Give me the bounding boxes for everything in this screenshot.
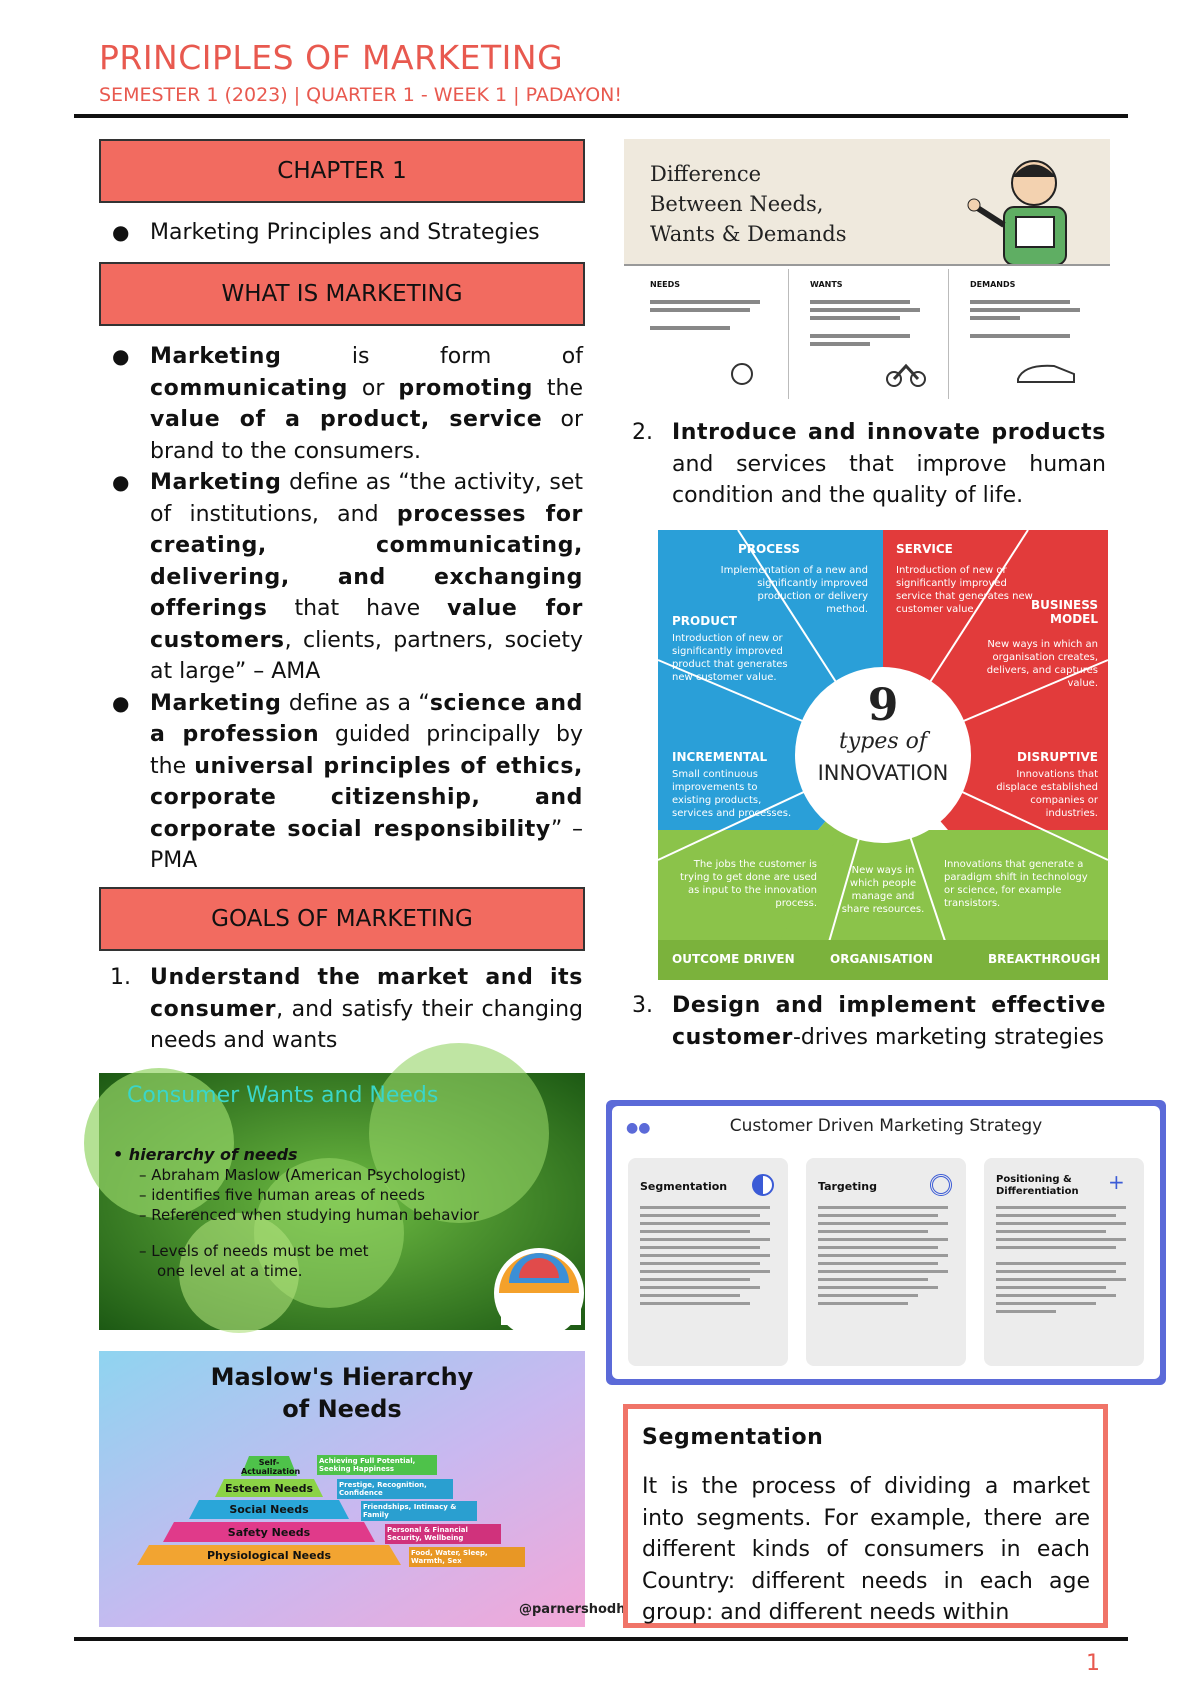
doc-title: PRINCIPLES OF MARKETING <box>99 38 564 77</box>
footer-rule <box>74 1637 1128 1641</box>
marketing-definitions <box>112 341 584 877</box>
segmentation-text: It is the process of dividing a market into segments. For example, there are different kinds of consumers in each Country: different needs in each age group: and different needs within <box>642 1474 1090 1625</box>
goal-1 <box>110 962 583 1057</box>
strategy-card-title: Positioning & Differentiation <box>996 1174 1079 1197</box>
definition-item: ● Marketing is form of communicating or promoting the value of a product, service or brand to the consumers. <box>150 341 583 467</box>
strategy-image <box>606 1100 1166 1385</box>
needs-heading: NEEDS <box>650 280 681 289</box>
maslow-note: Achieving Full Potential, Seeking Happiness <box>319 1457 416 1473</box>
maslow-title <box>99 1361 585 1425</box>
maslow-note: Friendships, Intimacy & Family <box>363 1503 457 1519</box>
goals-box: GOALS OF MARKETING <box>99 887 585 951</box>
maslow-note: Food, Water, Sleep, Warmth, Sex <box>411 1549 488 1565</box>
needs-wants-title-line: Wants & Demands <box>650 222 847 246</box>
innovation-label: INCREMENTAL <box>672 750 768 764</box>
maslow-note: Personal & Financial Security, Wellbeing <box>387 1526 468 1542</box>
innovation-label: SERVICE <box>896 542 953 556</box>
header-rule <box>74 114 1128 118</box>
maslow-handle: @parnershodh <box>519 1602 626 1617</box>
innovation-label: ORGANISATION <box>830 952 933 966</box>
innovation-image <box>658 530 1108 980</box>
consumer-line: – Abraham Maslow (American Psychologist) <box>139 1166 466 1184</box>
consumer-line: – identifies five human areas of needs <box>139 1186 425 1204</box>
innovation-center-line: types of <box>838 729 928 754</box>
innovation-number: 9 <box>867 680 899 731</box>
bullet: ● <box>112 344 130 368</box>
needs-wants-image <box>624 139 1110 404</box>
innovation-center-line: INNOVATION <box>817 761 949 785</box>
maslow-image <box>99 1351 626 1627</box>
maslow-title-line: of Needs <box>282 1395 402 1423</box>
chapter-list <box>112 217 590 249</box>
consumer-needs-image <box>99 1073 585 1330</box>
dots-icon: ●● <box>626 1120 651 1136</box>
segmentation-title: Segmentation <box>642 1425 824 1450</box>
maslow-tier: Social Needs <box>229 1503 309 1516</box>
definition-item: ● Marketing define as a “science and a profession guided principally by the universal principles of ethics, corporate citizenship, and corporate social responsibility” – PMA <box>150 688 583 877</box>
innovation-label: PRODUCT <box>672 614 737 628</box>
innovation-desc: Innovations that displace established companies or industries. <box>996 769 1098 819</box>
needs-wants-title-line: Between Needs, <box>650 192 824 216</box>
maslow-note: Prestige, Recognition, Confidence <box>339 1481 427 1497</box>
innovation-desc: Implementation of a new and significantly improved production or delivery method. <box>720 565 868 615</box>
goal-2-bold: Introduce and innovate products <box>672 420 1106 445</box>
innovation-label: PROCESS <box>738 542 800 556</box>
teacher-illustration <box>964 147 1104 265</box>
goal-2-text: and services that improve human condition and the quality of life. <box>672 451 1106 508</box>
doc-subtitle: SEMESTER 1 (2023) | QUARTER 1 - WEEK 1 | PADAYON! <box>99 84 622 106</box>
list-number: 1. <box>110 965 131 990</box>
innovation-desc: Introduction of new or significantly improved product that generates new customer value. <box>672 633 788 683</box>
plus-icon: + <box>1108 1170 1125 1194</box>
chapter-box: CHAPTER 1 <box>99 139 585 203</box>
needs-wants-title-line: Difference <box>650 162 762 186</box>
needs-wants-body <box>624 294 1110 404</box>
goal-3-text: -drives marketing strategies <box>792 1024 1104 1050</box>
divider <box>624 264 1110 266</box>
consumer-line: – Levels of needs must be met <box>139 1242 369 1260</box>
maslow-tier: Esteem Needs <box>224 1482 314 1495</box>
maslow-tier: Self-Actualization <box>241 1458 301 1476</box>
innovation-desc: New ways in which people manage and share resources. <box>841 865 925 915</box>
goal-3 <box>632 990 1106 1053</box>
strategy-card-title: Targeting <box>818 1180 878 1193</box>
maslow-tier: Safety Needs <box>227 1526 311 1539</box>
innovation-desc: New ways in which an organisation creates, delivers, and captures value. <box>986 639 1098 689</box>
innovation-desc: The jobs the customer is trying to get done are used as input to the innovation process. <box>680 859 817 909</box>
strategy-body-text <box>628 1158 1144 1366</box>
chapter-item: Marketing Principles and Strategies <box>150 220 540 245</box>
bullet: ● <box>112 470 130 494</box>
list-number: 2. <box>632 420 653 445</box>
maslow-title-line: Maslow's Hierarchy <box>210 1363 474 1391</box>
list-number: 3. <box>632 993 653 1018</box>
bullet: ● <box>112 690 130 715</box>
strategy-title: Customer Driven Marketing Strategy <box>729 1116 1043 1136</box>
what-is-marketing-box: WHAT IS MARKETING <box>99 262 585 326</box>
innovation-desc: Small continuous improvements to existing products, services and processes. <box>672 769 792 819</box>
consumer-line: • hierarchy of needs <box>113 1145 298 1164</box>
segmentation-box <box>623 1404 1108 1628</box>
innovation-label: DISRUPTIVE <box>1017 750 1098 764</box>
bullet: ● <box>112 220 130 244</box>
consumer-line: one level at a time. <box>157 1262 303 1280</box>
consumer-lines <box>139 1165 479 1281</box>
maslow-tier: Physiological Needs <box>206 1549 331 1562</box>
goal-3-bold: Design and implement effective customer <box>672 993 1106 1050</box>
demands-heading: DEMANDS <box>970 280 1016 289</box>
goal-2 <box>632 417 1106 512</box>
wants-heading: WANTS <box>810 280 843 289</box>
innovation-desc: Introduction of new or significantly improved service that generates new customer value. <box>896 565 1033 615</box>
definition-item: ● Marketing define as “the activity, set of institutions, and processes for creating, communicating, delivering, and exchanging offerings that have value for customers, clients, partners, society at large” – AMA <box>150 467 583 688</box>
consumer-line: – Referenced when studying human behavior <box>139 1206 479 1224</box>
innovation-label: BUSINESS MODEL <box>1031 598 1098 626</box>
page-number: 1 <box>1086 1651 1100 1676</box>
innovation-label: OUTCOME DRIVEN <box>672 952 795 966</box>
goal-1-text: , and satisfy their changing needs and wants <box>150 996 583 1053</box>
innovation-desc: Innovations that generate a paradigm shift in technology or science, for example transistors. <box>944 859 1088 909</box>
needs-wants-title <box>650 159 847 249</box>
strategy-card <box>612 1106 1160 1379</box>
innovation-label: BREAKTHROUGH <box>988 952 1101 966</box>
goal-1-bold: Understand the market and its consumer <box>150 965 583 1022</box>
strategy-card-title: Segmentation <box>640 1180 728 1193</box>
consumer-title: Consumer Wants and Needs <box>127 1083 439 1108</box>
